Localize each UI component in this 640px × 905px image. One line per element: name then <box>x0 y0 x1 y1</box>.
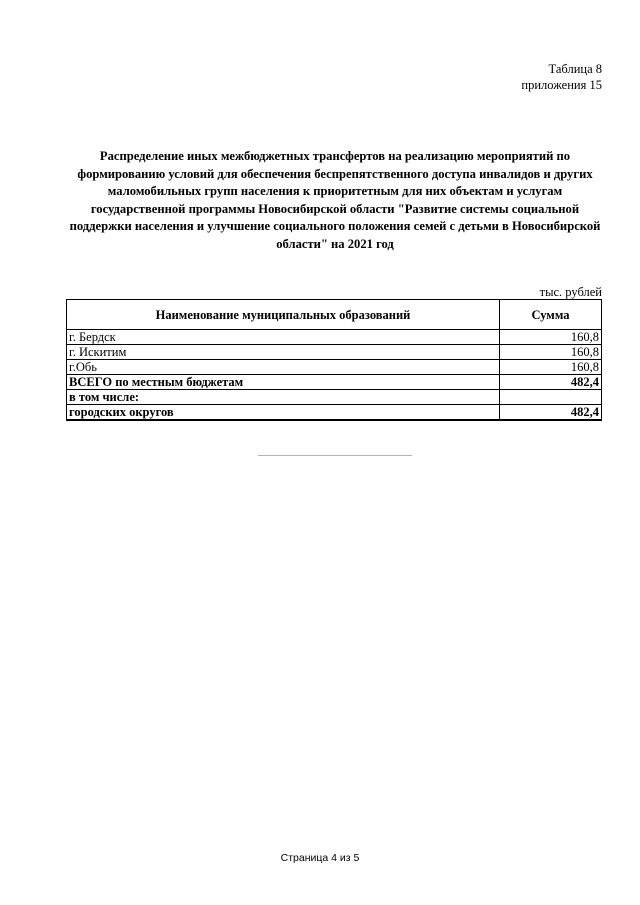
table-row-total <box>67 375 602 390</box>
document-title: Распределение иных межбюджетных трансфертов на реализацию мероприятий по формированию условий для обеспечения беспрепятственного доступа инвалидов и других маломобильных групп населения к приоритетным для них объектам и услугам государственной программы Новосибирской области "Развитие системы социальной поддержки населения и улучшение социального положения семей с детьми в Новосибирской области" на 2021 год <box>69 149 601 251</box>
table-row-including <box>67 390 602 405</box>
row-name: ВСЕГО по местным бюджетам <box>67 375 500 390</box>
row-sum: 160,8 <box>500 330 602 345</box>
units-label: тыс. рублей <box>539 285 602 299</box>
column-header-sum: Сумма <box>500 300 602 330</box>
row-sum: 160,8 <box>500 360 602 375</box>
table-header-row <box>67 300 602 330</box>
table-number: Таблица 8 <box>548 62 602 76</box>
row-name: г. Искитим <box>67 345 500 360</box>
row-name: г. Бердск <box>67 330 500 345</box>
table-row-urban-districts <box>67 405 602 421</box>
row-name: в том числе: <box>67 390 500 405</box>
separator-line <box>258 455 412 456</box>
row-name: г.Обь <box>67 360 500 375</box>
row-sum: 482,4 <box>500 375 602 390</box>
page-number: Страница 4 из 5 <box>280 852 360 864</box>
row-sum: 160,8 <box>500 345 602 360</box>
appendix-number: приложения 15 <box>521 78 602 92</box>
row-sum <box>500 390 602 405</box>
row-sum: 482,4 <box>500 405 602 421</box>
table-row <box>67 345 602 360</box>
table-row <box>67 330 602 345</box>
budget-table <box>66 299 602 421</box>
column-header-name: Наименование муниципальных образований <box>67 300 500 330</box>
row-name: городских округов <box>67 405 500 421</box>
table-row <box>67 360 602 375</box>
table-caption <box>521 61 602 93</box>
